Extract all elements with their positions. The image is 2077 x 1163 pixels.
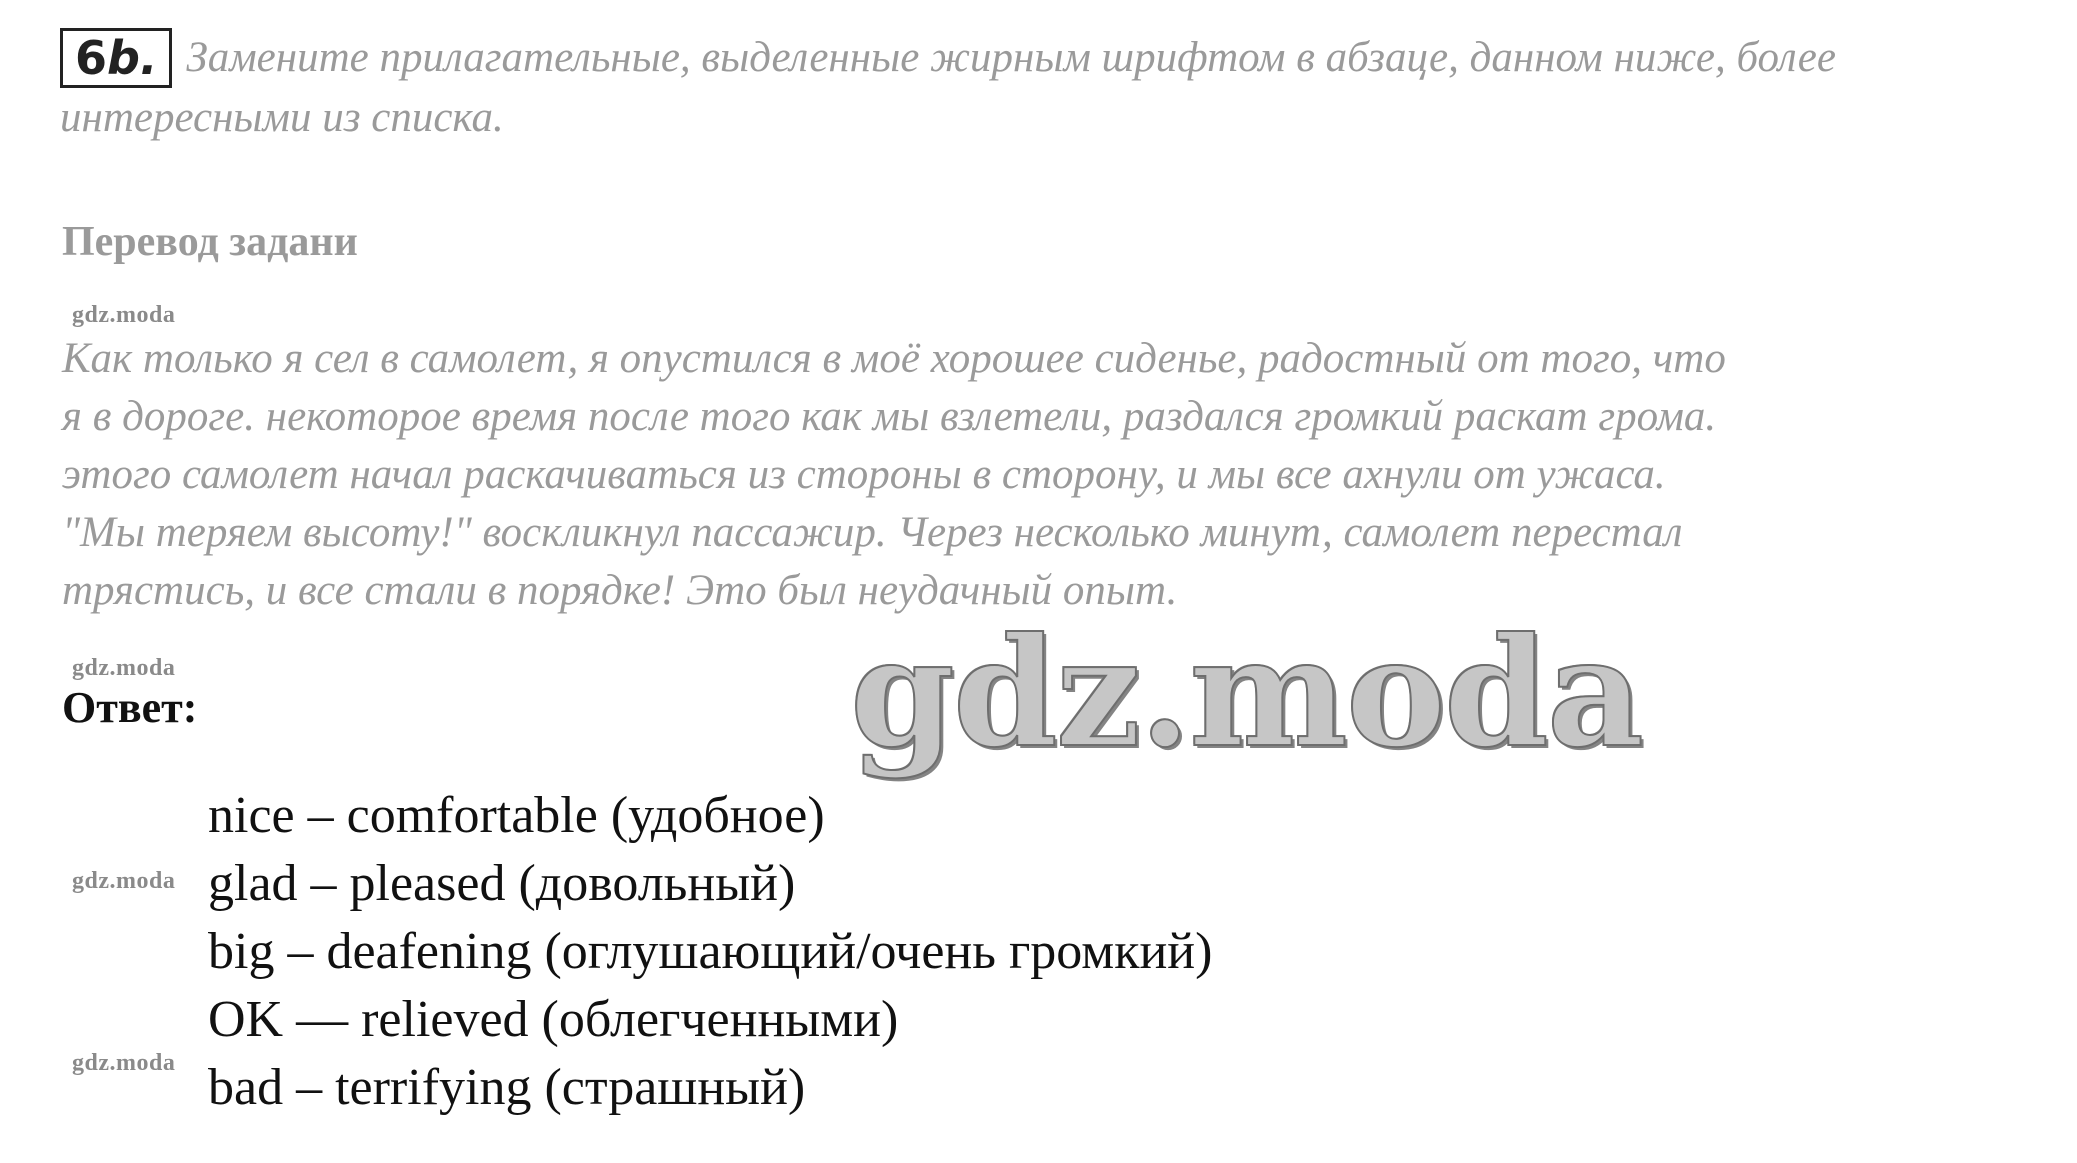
translation-line: я в дороге. некоторое время после того как мы взлетели, раздался громкий раскат грома. (62, 393, 1717, 440)
translation-line: этого самолет начал раскачиваться из стороны в сторону, и мы все ахнули от ужаса. (62, 451, 1666, 498)
translation-line: трястись, и все стали в порядке! Это был неудачный опыт. (62, 567, 1178, 614)
task-statement (60, 28, 2020, 148)
watermark-logo-2: gdz.moda (72, 655, 176, 681)
task-instruction: Замените прилагательные, выделенные жирным шрифтом в абзаце, данном ниже, более интересными из списка. (60, 34, 1836, 141)
translation-heading: Перевод задани (62, 219, 358, 265)
watermark-logo-big: gdz.moda (850, 605, 1643, 781)
task-number-box (60, 28, 172, 88)
watermark-logo-4: gdz.moda (72, 1050, 176, 1076)
translation-text (62, 330, 2022, 620)
answer-item: big – deafening (оглушающий/очень громкий) (208, 923, 1213, 980)
answer-item: nice – comfortable (удобное) (208, 787, 825, 844)
answer-heading: Ответ: (62, 683, 198, 732)
watermark-logo-3: gdz.moda (72, 868, 176, 894)
translation-line: Как только я сел в самолет, я опустился в моё хорошее сиденье, радостный от того, что (62, 335, 1726, 382)
answer-list (208, 782, 1212, 1122)
answer-item: glad – pleased (довольный) (208, 855, 796, 912)
translation-line: "Мы теряем высоту!" воскликнул пассажир. Через несколько минут, самолет перестал (62, 509, 1683, 556)
task-number-letter: b. (107, 31, 158, 85)
watermark-logo-1: gdz.moda (72, 302, 176, 328)
task-number-digit: 6 (75, 31, 108, 85)
answer-item: OK — relieved (облегченными) (208, 991, 899, 1048)
answer-item: bad – terrifying (страшный) (208, 1059, 806, 1116)
